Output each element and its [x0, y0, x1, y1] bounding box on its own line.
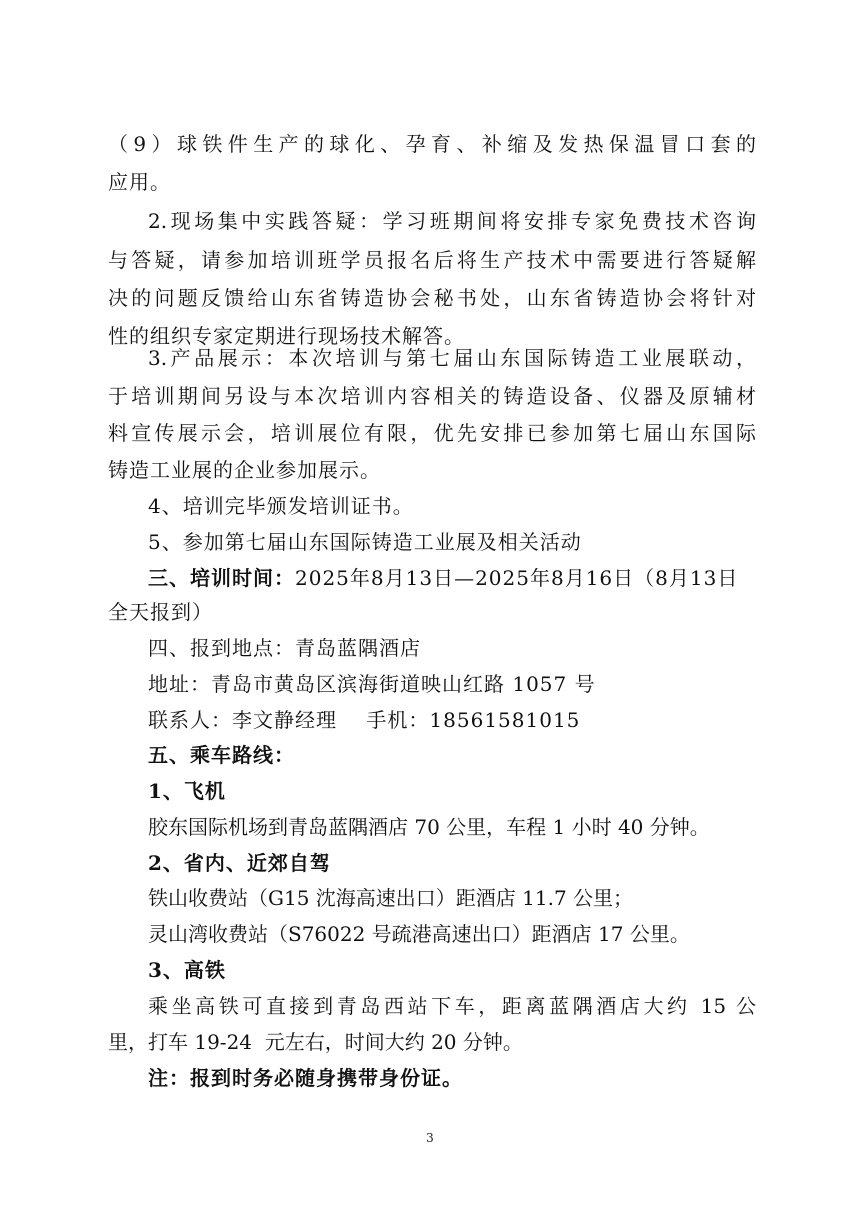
training-time-value: 2025年8月13日—2025年8月16日（8月13日 [295, 566, 739, 590]
training-time-continuation: 全天报到） [108, 600, 213, 624]
paragraph-line: （9）球铁件生产的球化、孕育、补缩及发热保温冒口套的 [108, 132, 756, 156]
paragraph-line: 性的组织专家定期进行现场技术解答。 [108, 324, 465, 348]
rail-heading: 3、高铁 [148, 958, 226, 982]
location-heading: 四、报到地点：青岛蓝隅酒店 [148, 636, 421, 660]
drive-text: 铁山收费站（G15 沈海高速出口）距酒店 11.7 公里； [148, 886, 634, 910]
paragraph-line: 决的问题反馈给山东省铸造协会秘书处，山东省铸造协会将针对 [108, 286, 756, 310]
training-time-line [148, 564, 738, 592]
drive-text: 灵山湾收费站（S76022 号疏港高速出口）距酒店 17 公里。 [148, 922, 690, 946]
paragraph-line: 于培训期间另设与本次培训内容相关的铸造设备、仪器及原辅材 [108, 384, 756, 408]
paragraph-line: 铸造工业展的企业参加展示。 [108, 458, 381, 482]
paragraph-line: 2.现场集中实践答疑：学习班期间将安排专家免费技术咨询 [148, 209, 756, 233]
route-heading: 五、乘车路线： [148, 743, 295, 767]
paragraph-line: 4、培训完毕颁发培训证书。 [148, 494, 414, 518]
paragraph-line: 应用。 [108, 170, 171, 194]
plane-text: 胶东国际机场到青岛蓝隅酒店 70 公里，车程 1 小时 40 分钟。 [148, 815, 710, 839]
contact-line: 联系人：李文静经理 手机：18561581015 [148, 708, 581, 732]
paragraph-line: 与答疑，请参加培训班学员报名后将生产技术中需要进行答疑解 [108, 248, 756, 272]
training-time-label: 三、培训时间： [148, 566, 295, 590]
drive-heading: 2、省内、近郊自驾 [148, 851, 331, 875]
page-number: 3 [426, 1131, 434, 1145]
plane-heading: 1、飞机 [148, 779, 226, 803]
note-line: 注：报到时务必随身携带身份证。 [148, 1066, 463, 1090]
paragraph-line: 料宣传展示会，培训展位有限，优先安排已参加第七届山东国际 [108, 421, 756, 445]
paragraph-line: 3.产品展示：本次培训与第七届山东国际铸造工业展联动， [148, 346, 756, 370]
rail-text: 乘坐高铁可直接到青岛西站下车，距离蓝隅酒店大约 15 公 [148, 994, 756, 1018]
rail-text: 里，打车 19-24 元左右，时间大约 20 分钟。 [108, 1030, 523, 1054]
address-line: 地址：青岛市黄岛区滨海街道映山红路 1057 号 [148, 672, 596, 696]
paragraph-line: 5、参加第七届山东国际铸造工业展及相关活动 [148, 530, 582, 554]
